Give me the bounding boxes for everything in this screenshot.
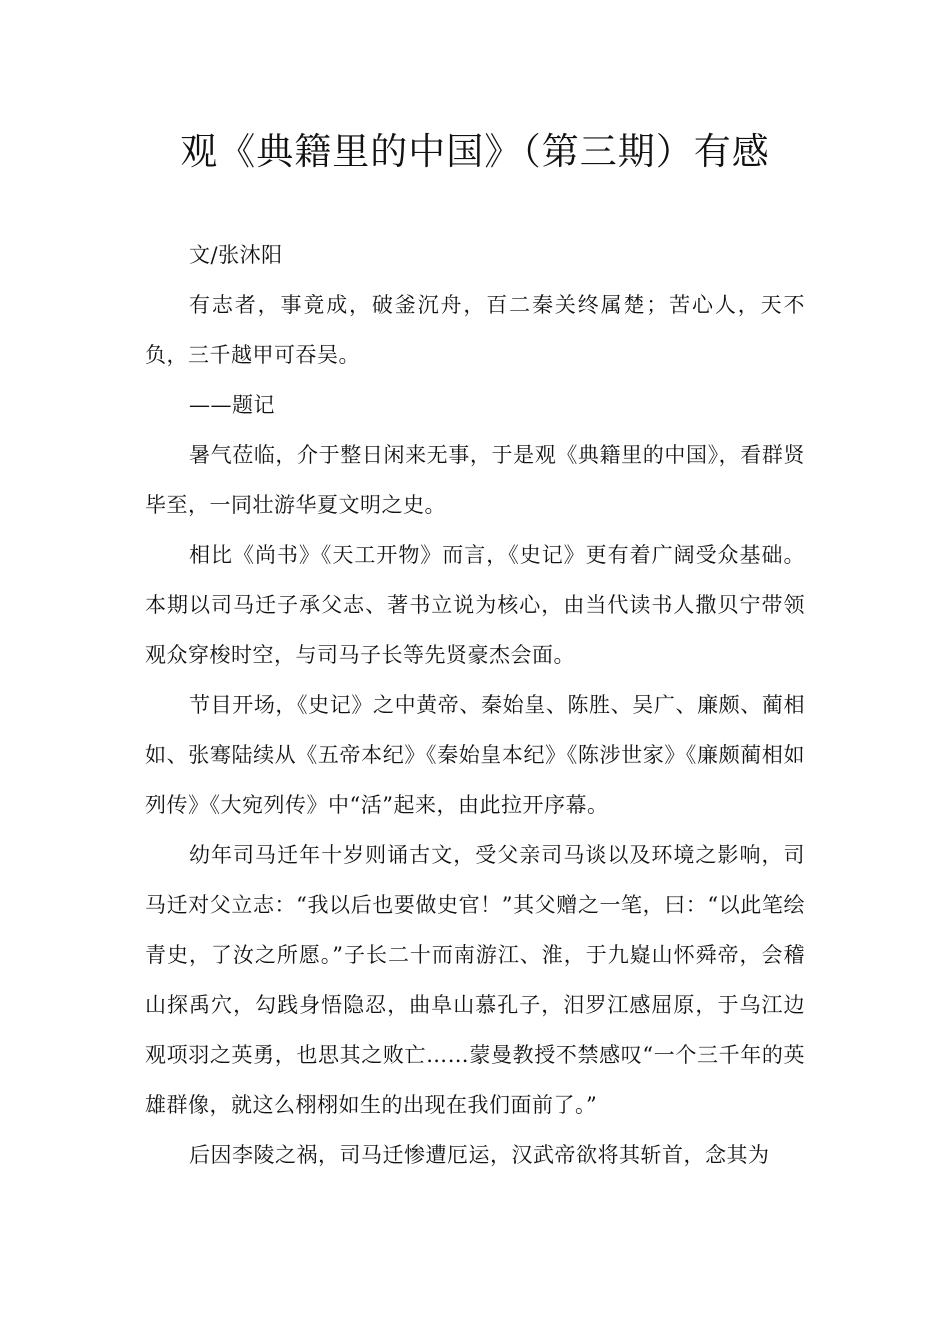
paragraph-intro: 暑气莅临，介于整日闲来无事，于是观《典籍里的中国》，看群贤毕至，一同壮游华夏文明之史。: [145, 443, 805, 517]
author-line: 文/张沐阳: [189, 243, 283, 267]
document-body: [145, 230, 805, 1180]
paragraph-misfortune: 后因李陵之祸，司马迁惨遭厄运，汉武帝欲将其斩首，念其为: [189, 1143, 770, 1167]
document-title: 观《典籍里的中国》（第三期）有感: [180, 130, 770, 173]
paragraph-epigraph: 有志者，事竟成，破釜沉舟，百二秦关终属楚；苦心人，天不负，三千越甲可吞吴。: [145, 293, 805, 367]
paragraph-youth: 幼年司马迁年十岁则诵古文，受父亲司马谈以及环境之影响，司马迁对父立志：“我以后也要做史官！”其父赠之一笔，曰：“以此笔绘青史，了汝之所愿。”子长二十而南游江、淮，于九嶷山怀舜帝，会稽山探禹穴，勾践身悟隐忍，曲阜山慕孔子，汨罗江感屈原，于乌江边观项羽之英勇，也思其之败亡……蒙曼教授不禁感叹“一个三千年的英雄群像，就这么栩栩如生的出现在我们面前了。”: [145, 843, 805, 1117]
paragraph-comparison: 相比《尚书》《天工开物》而言，《史记》更有着广阔受众基础。本期以司马迁子承父志、著书立说为核心，由当代读书人撒贝宁带领观众穿梭时空，与司马子长等先贤豪杰会面。: [145, 543, 805, 667]
paragraph-opening: 节目开场，《史记》之中黄帝、秦始皇、陈胜、吴广、廉颇、蔺相如、张骞陆续从《五帝本纪》《秦始皇本纪》《陈涉世家》《廉颇蔺相如列传》《大宛列传》中“活”起来，由此拉开序幕。: [145, 693, 805, 817]
paragraph-epigraph-source: ——题记: [189, 393, 275, 417]
